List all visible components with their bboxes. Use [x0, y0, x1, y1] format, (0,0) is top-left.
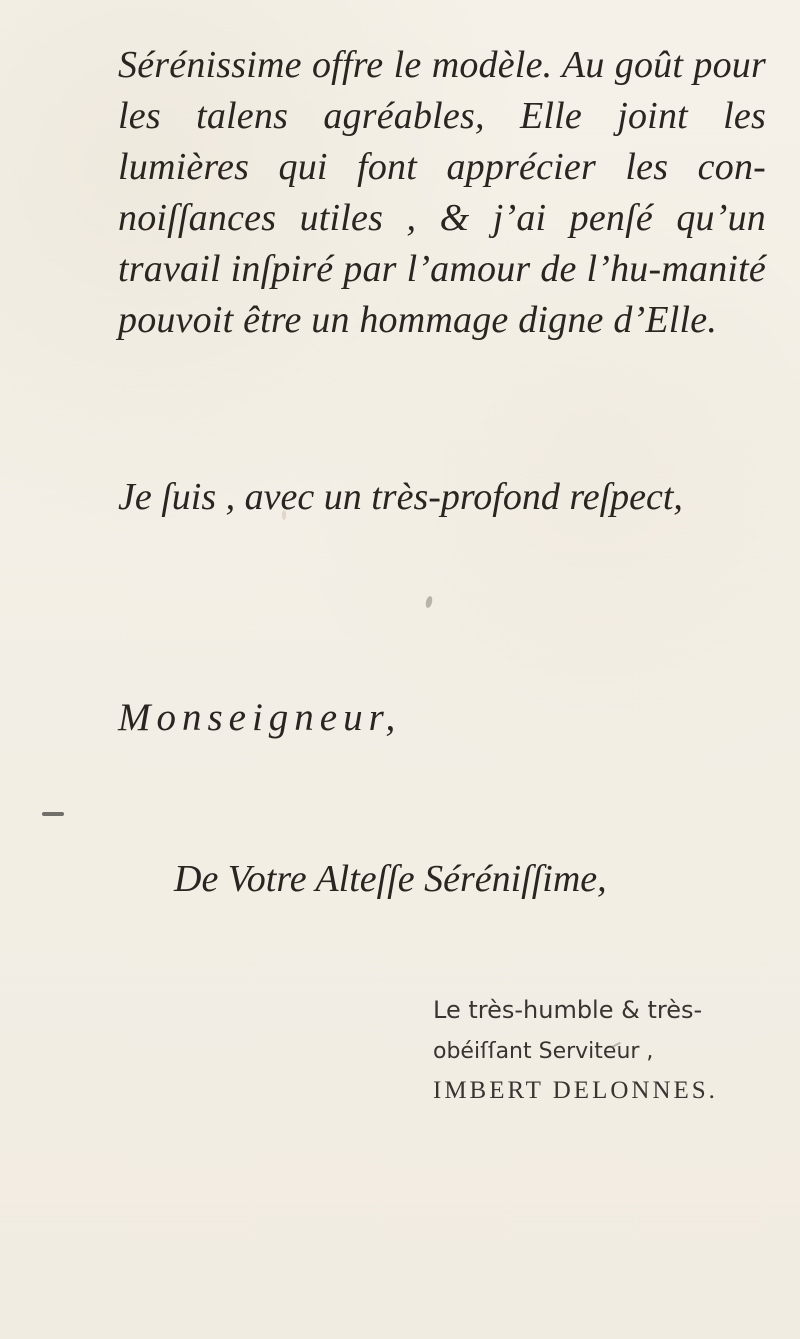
- closing-line: Je ſuis , avec un très-profond reſpect,: [118, 476, 683, 518]
- altesse-line: De Votre Alteſſe Séréniſſime,: [174, 858, 607, 900]
- signature-name: IMBERT DELONNES.: [433, 1077, 718, 1104]
- margin-mark: [42, 812, 64, 816]
- dedication-paragraph: Sérénissime offre le modèle. Au goût pour les talens agréables, Elle joint les lumières qui font apprécier les con-noiſſances utiles , & j’ai penſé qu’un travail inſpiré par l’amour de l’hu-manité pouvoit être un hommage digne d’Elle.: [118, 44, 766, 341]
- signature-block: [433, 989, 773, 1105]
- signature-line-1: Le très-humble & très-: [433, 996, 703, 1024]
- signature-line-2: obéiſſant Serviteur ,: [433, 1039, 654, 1064]
- ink-spot: [425, 595, 434, 608]
- salutation: Monseigneur,: [118, 696, 402, 739]
